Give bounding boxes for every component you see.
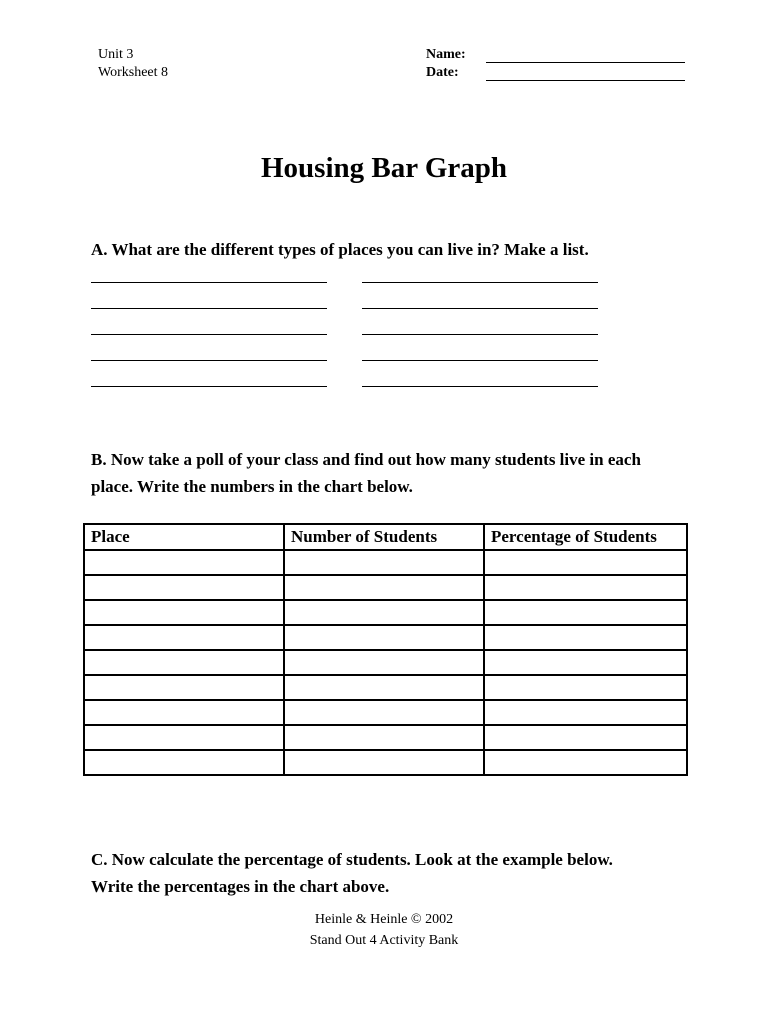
number-cell[interactable] bbox=[284, 700, 484, 725]
place-cell[interactable] bbox=[84, 575, 284, 600]
table-row bbox=[84, 750, 687, 775]
place-cell[interactable] bbox=[84, 675, 284, 700]
table-row bbox=[84, 650, 687, 675]
percentage-cell[interactable] bbox=[484, 550, 687, 575]
number-cell[interactable] bbox=[284, 575, 484, 600]
percentage-cell[interactable] bbox=[484, 675, 687, 700]
answer-blank[interactable] bbox=[362, 386, 598, 387]
percentage-cell[interactable] bbox=[484, 575, 687, 600]
table-row bbox=[84, 625, 687, 650]
column-header-percentage-of-students: Percentage of Students bbox=[484, 524, 687, 550]
student-info-labels bbox=[426, 46, 466, 82]
book-title-text: Stand Out 4 Activity Bank bbox=[309, 933, 459, 948]
question-b-line2: place. Write the numbers in the chart below. bbox=[91, 477, 413, 496]
page-footer bbox=[0, 909, 768, 951]
table-row bbox=[84, 725, 687, 750]
place-cell[interactable] bbox=[84, 650, 284, 675]
poll-table bbox=[83, 523, 688, 776]
percentage-cell[interactable] bbox=[484, 625, 687, 650]
date-field[interactable] bbox=[486, 80, 685, 81]
worksheet-label: Worksheet 8 bbox=[98, 65, 169, 80]
answer-blank[interactable] bbox=[362, 334, 598, 335]
question-a: A. What are the different types of places you can live in? Make a list. bbox=[91, 240, 589, 259]
place-cell[interactable] bbox=[84, 550, 284, 575]
number-cell[interactable] bbox=[284, 725, 484, 750]
percentage-cell[interactable] bbox=[484, 700, 687, 725]
answer-blank[interactable] bbox=[362, 308, 598, 309]
answer-blank[interactable] bbox=[362, 282, 598, 283]
name-field[interactable] bbox=[486, 62, 685, 63]
number-cell[interactable] bbox=[284, 600, 484, 625]
percentage-cell[interactable] bbox=[484, 650, 687, 675]
question-c bbox=[91, 846, 691, 900]
table-row bbox=[84, 700, 687, 725]
answer-blank[interactable] bbox=[91, 334, 327, 335]
copyright-text: Heinle & Heinle © 2002 bbox=[314, 912, 454, 927]
name-label: Name: bbox=[426, 47, 466, 62]
column-header-number-of-students: Number of Students bbox=[284, 524, 484, 550]
place-cell[interactable] bbox=[84, 625, 284, 650]
question-b-line1: B. Now take a poll of your class and find out how many students live in each bbox=[91, 450, 641, 469]
worksheet-info bbox=[98, 46, 168, 82]
place-cell[interactable] bbox=[84, 750, 284, 775]
percentage-cell[interactable] bbox=[484, 725, 687, 750]
number-cell[interactable] bbox=[284, 550, 484, 575]
table-row bbox=[84, 550, 687, 575]
place-cell[interactable] bbox=[84, 725, 284, 750]
unit-label: Unit 3 bbox=[98, 47, 134, 62]
number-cell[interactable] bbox=[284, 650, 484, 675]
answer-blank[interactable] bbox=[91, 386, 327, 387]
place-cell[interactable] bbox=[84, 600, 284, 625]
percentage-cell[interactable] bbox=[484, 750, 687, 775]
percentage-cell[interactable] bbox=[484, 600, 687, 625]
question-c-line1: C. Now calculate the percentage of students. Look at the example below. bbox=[91, 850, 613, 869]
number-cell[interactable] bbox=[284, 675, 484, 700]
place-cell[interactable] bbox=[84, 700, 284, 725]
column-header-place: Place bbox=[84, 524, 284, 550]
page-title: Housing Bar Graph bbox=[260, 152, 508, 184]
question-b bbox=[91, 446, 691, 500]
table-header-row bbox=[84, 524, 687, 550]
number-cell[interactable] bbox=[284, 625, 484, 650]
date-label: Date: bbox=[426, 65, 459, 80]
table-row bbox=[84, 600, 687, 625]
answer-blank[interactable] bbox=[91, 282, 327, 283]
table-row bbox=[84, 575, 687, 600]
number-cell[interactable] bbox=[284, 750, 484, 775]
answer-blank[interactable] bbox=[91, 360, 327, 361]
table-row bbox=[84, 675, 687, 700]
answer-blank[interactable] bbox=[91, 308, 327, 309]
answer-blank[interactable] bbox=[362, 360, 598, 361]
question-c-line2: Write the percentages in the chart above. bbox=[91, 877, 390, 896]
